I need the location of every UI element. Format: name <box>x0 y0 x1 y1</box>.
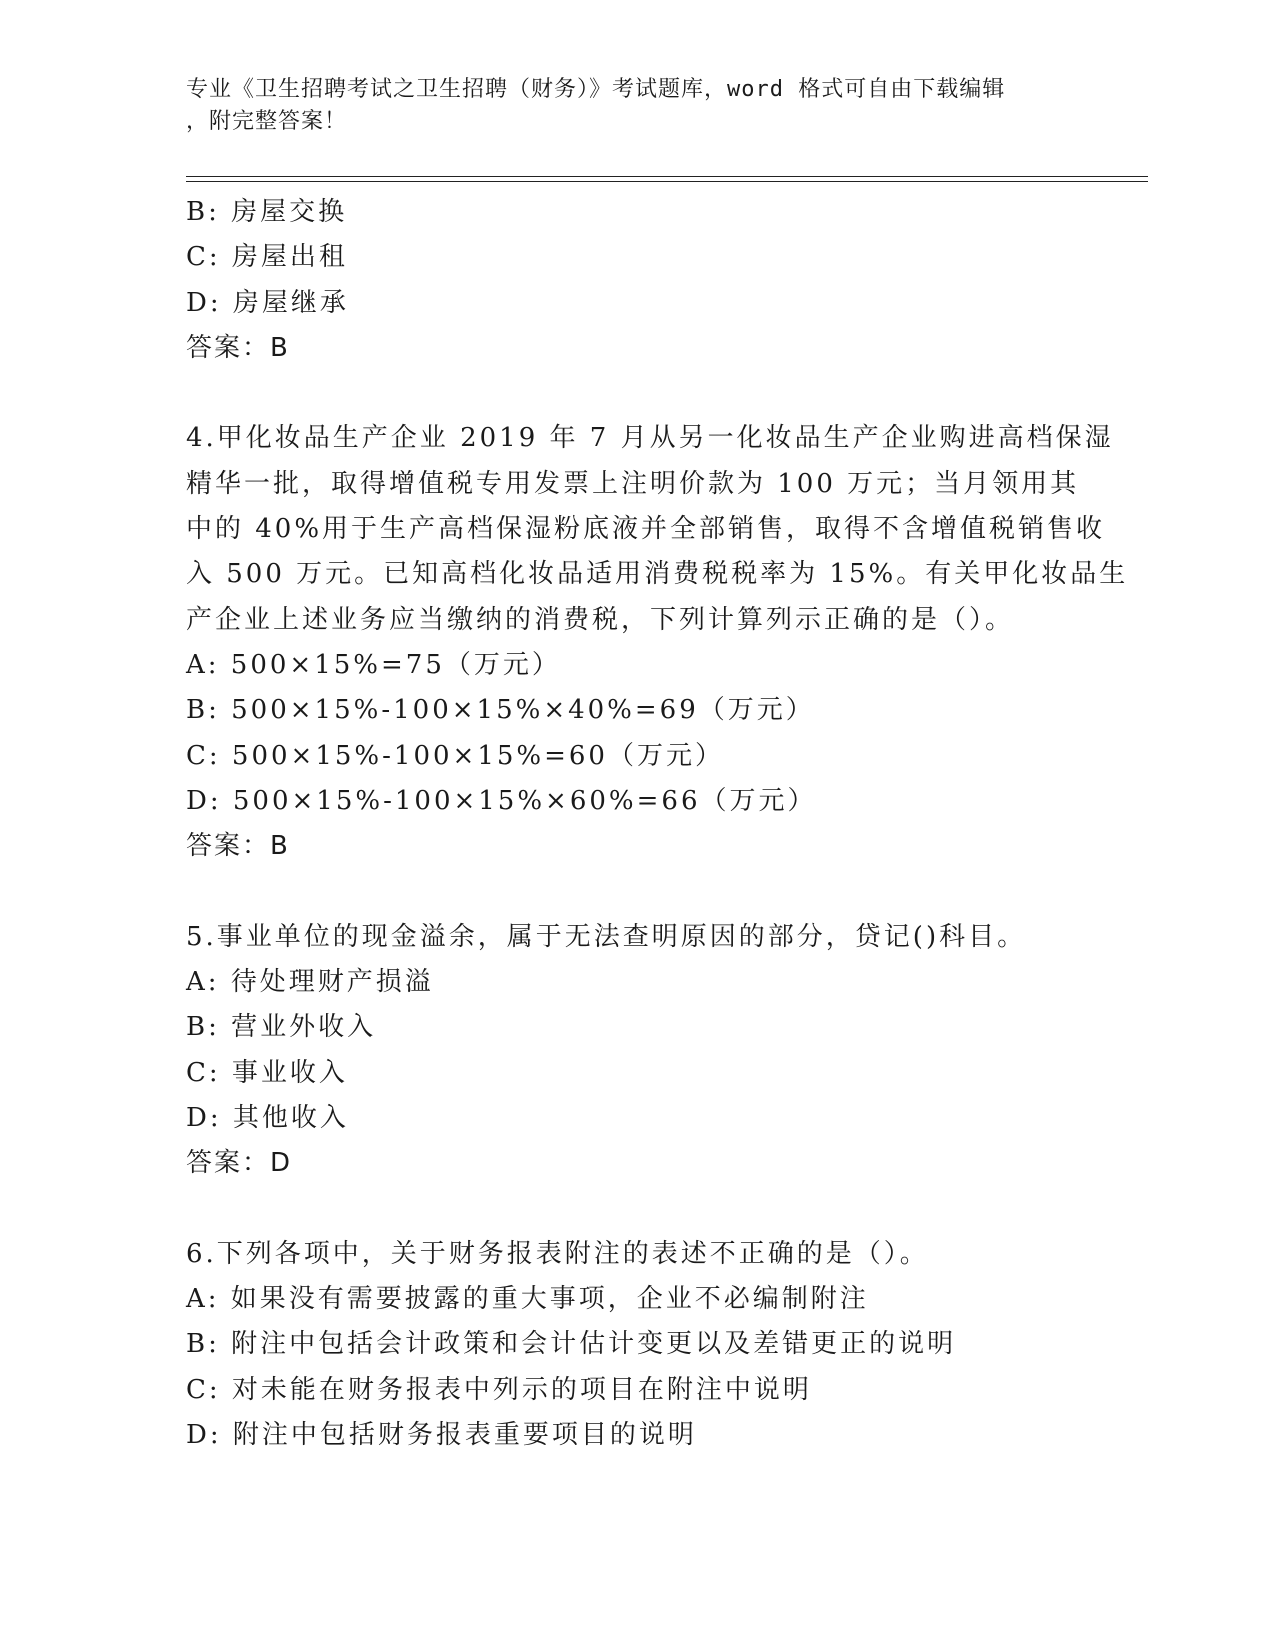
option-c: C: 500×15%-100×15%=60（万元） <box>186 740 724 771</box>
document-header <box>186 74 1066 138</box>
option-a: A: 如果没有需要披露的重大事项，企业不必编制附注 <box>186 1284 869 1315</box>
option-b: B: 500×15%-100×15%×40%=69（万元） <box>186 695 815 726</box>
option-d: D: 500×15%-100×15%×60%=66（万元） <box>186 785 817 816</box>
question-stem-line: 产企业上述业务应当缴纳的消费税，下列计算列示正确的是（）。 <box>186 604 1015 635</box>
option-b: B: 附注中包括会计政策和会计估计变更以及差错更正的说明 <box>186 1329 957 1360</box>
question-stem-line: 精华一批，取得增值税专用发票上注明价款为 100 万元；当月领用其 <box>186 468 1080 499</box>
option-b: B: 房屋交换 <box>186 197 348 227</box>
question-stem-line: 中的 40%用于生产高档保湿粉底液并全部销售，取得不含增值税销售收 <box>186 514 1106 545</box>
header-divider-bottom <box>186 181 1148 182</box>
option-a: A: 500×15%=75（万元） <box>186 649 561 680</box>
question-content <box>186 190 1129 1458</box>
option-d: D: 房屋继承 <box>186 287 349 318</box>
option-b: B: 营业外收入 <box>186 1012 377 1043</box>
option-c: C: 对未能在财务报表中列示的项目在附注中说明 <box>186 1374 812 1405</box>
answer: 答案：D <box>186 1148 293 1179</box>
answer: 答案：B <box>186 831 290 862</box>
spacer <box>186 869 1086 914</box>
option-c: C: 房屋出租 <box>186 242 348 273</box>
question-4 <box>186 416 1129 869</box>
header-line-1: 专业《卫生招聘考试之卫生招聘（财务）》考试题库，word 格式可自由下载编辑 <box>186 77 1006 102</box>
answer: 答案：B <box>186 332 290 363</box>
spacer <box>186 371 1086 416</box>
question-5 <box>186 915 1086 1187</box>
question-stem-line: 5.事业单位的现金溢余，属于无法查明原因的部分，贷记()科目。 <box>186 921 1027 952</box>
question-stem-line: 6.下列各项中，关于财务报表附注的表述不正确的是（）。 <box>186 1238 929 1269</box>
option-d: D: 附注中包括财务报表重要项目的说明 <box>186 1420 697 1451</box>
header-divider-top <box>186 176 1148 177</box>
question-stem-line: 入 500 万元。已知高档化妆品适用消费税税率为 15%。有关甲化妆品生 <box>186 559 1129 590</box>
option-a: A: 待处理财产损溢 <box>186 967 434 998</box>
question-3-tail <box>186 190 1086 371</box>
spacer <box>186 1187 1086 1232</box>
header-line-2: ，附完整答案！ <box>186 109 348 134</box>
question-stem-line: 4.甲化妆品生产企业 2019 年 7 月从另一化妆品生产企业购进高档保湿 <box>186 423 1114 454</box>
option-c: C: 事业收入 <box>186 1057 348 1088</box>
question-6 <box>186 1232 1086 1458</box>
option-d: D: 其他收入 <box>186 1102 349 1133</box>
